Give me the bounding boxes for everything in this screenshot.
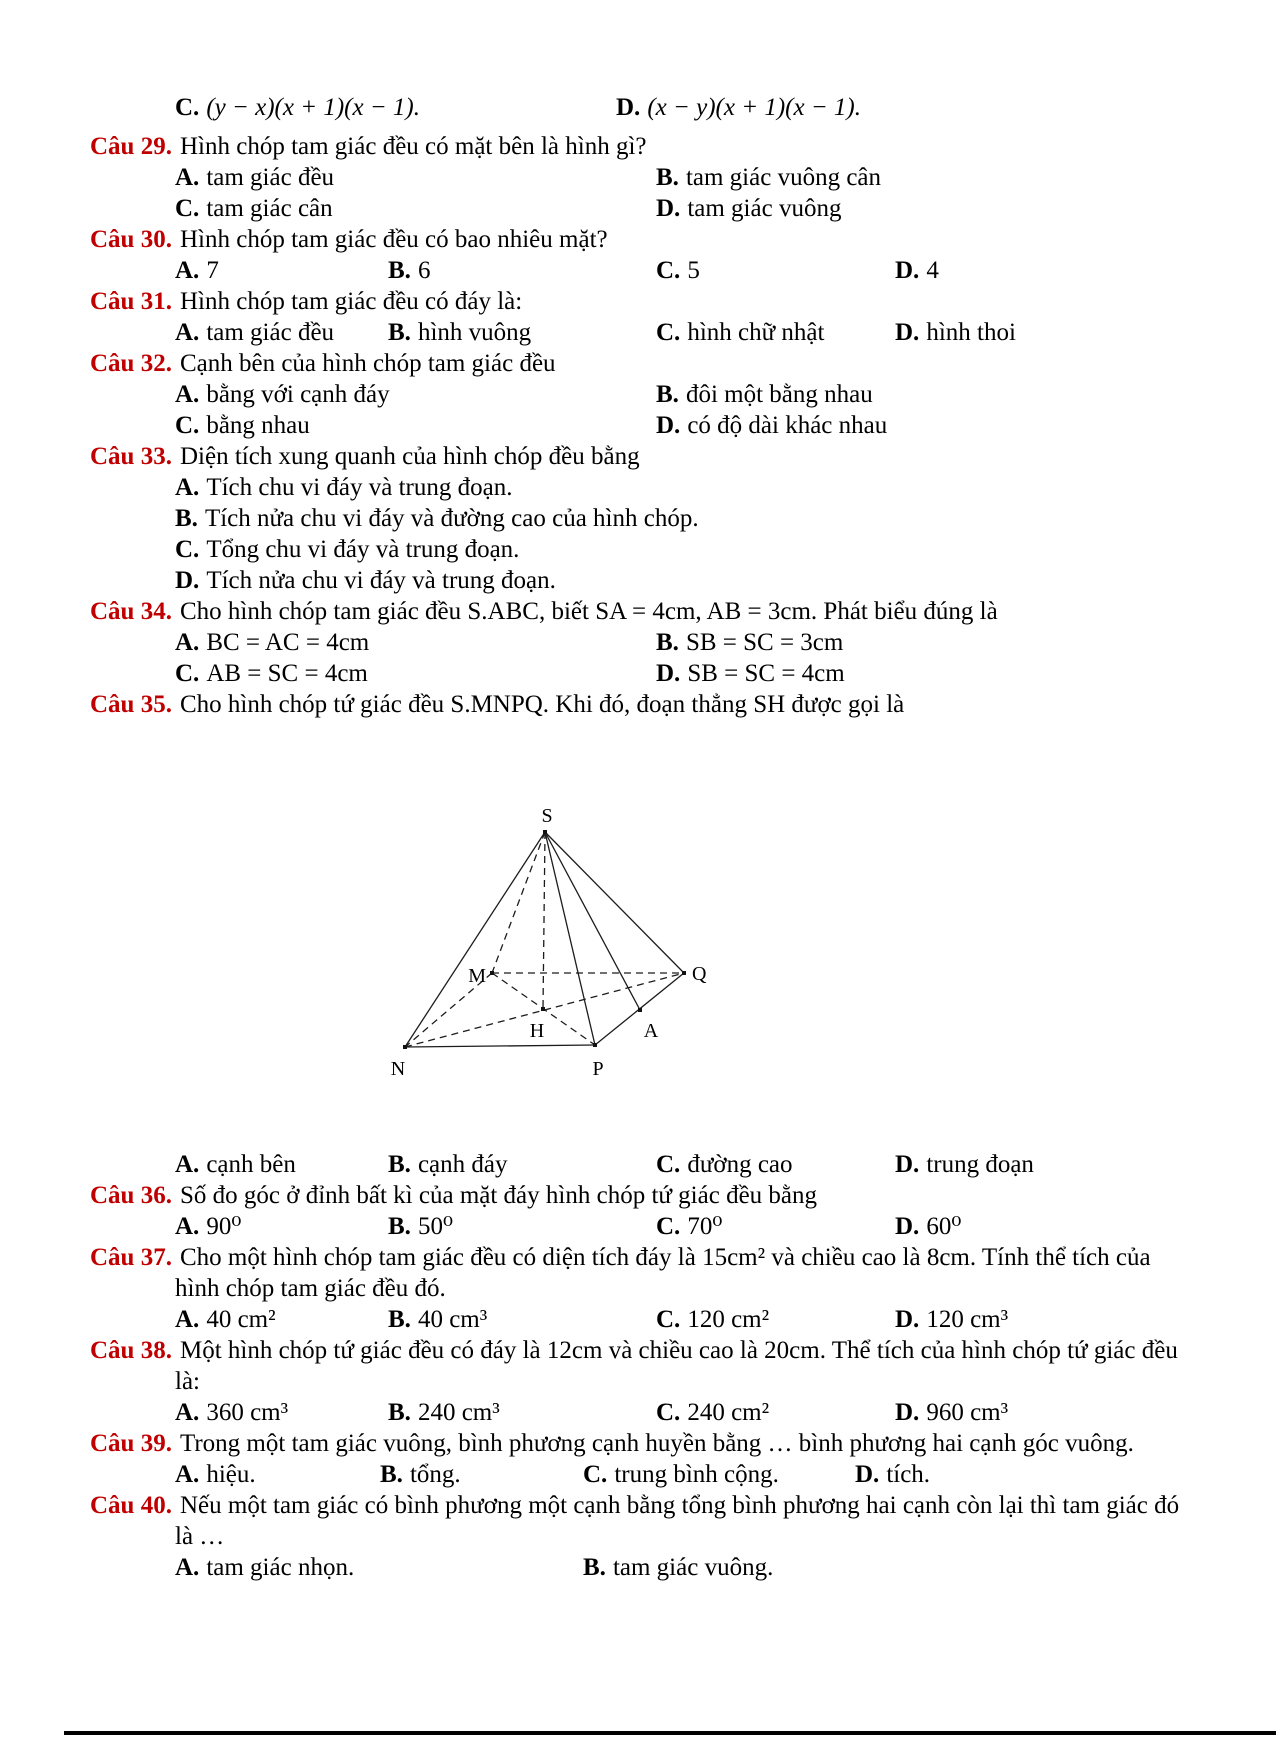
question-label: Câu 33. — [90, 443, 172, 470]
question-text: Nếu một tam giác có bình phương một cạnh bằng tổng bình phương hai cạnh còn lại thì tam giác đó là … — [175, 1492, 1180, 1550]
option — [895, 1149, 1034, 1180]
option — [656, 162, 881, 193]
options-row — [175, 379, 1190, 410]
option-letter: B. — [388, 257, 411, 284]
option — [175, 162, 656, 193]
option — [855, 1459, 930, 1490]
question-label: Câu 34. — [90, 598, 172, 625]
question-label: Câu 31. — [90, 288, 172, 315]
option-text: đôi một bằng nhau — [685, 381, 873, 408]
option-letter: A. — [175, 1399, 200, 1426]
option — [175, 534, 1190, 565]
options-row — [175, 1459, 1190, 1490]
option — [175, 472, 1190, 503]
option-text: Tích nửa chu vi đáy và đường cao của hình chóp. — [204, 505, 699, 532]
option-text: tam giác vuông. — [612, 1554, 774, 1581]
options-row — [175, 317, 1190, 348]
question-text: Trong một tam giác vuông, bình phương cạnh huyền bằng … bình phương hai cạnh góc vuông. — [179, 1430, 1134, 1457]
option-letter: D. — [656, 660, 681, 687]
option-letter: C. — [656, 1151, 681, 1178]
option-text: cạnh đáy — [417, 1151, 508, 1178]
option — [175, 565, 1190, 596]
option — [175, 1552, 583, 1583]
option — [656, 1149, 895, 1180]
options-row — [175, 255, 1190, 286]
option-letter: B. — [388, 1399, 411, 1426]
option-text: Tích nửa chu vi đáy và trung đoạn. — [206, 567, 556, 594]
edge-NP — [405, 1045, 595, 1047]
option-text: SB = SC = 4cm — [687, 660, 845, 687]
option-letter: D. — [895, 1306, 920, 1333]
option-text: tam giác vuông cân — [685, 164, 882, 191]
question-text: Cho một hình chóp tam giác đều có diện tích đáy là 15cm² và chiều cao là 8cm. Tính thể tích của hình chóp tam giác đều đó. — [175, 1244, 1151, 1302]
question-block — [90, 1335, 1190, 1428]
option — [175, 317, 388, 348]
option-text: tam giác nhọn. — [206, 1554, 355, 1581]
option-text: hình vuông — [417, 319, 532, 346]
vertex-label-H: H — [529, 1020, 545, 1042]
question-label: Câu 37. — [90, 1244, 172, 1271]
vertex-label-P: P — [592, 1058, 604, 1080]
question-block — [90, 348, 1190, 441]
option-text: bằng với cạnh đáy — [206, 381, 390, 408]
option-text: trung đoạn — [926, 1151, 1034, 1178]
option — [895, 1211, 961, 1242]
vertex-dot-P — [593, 1043, 597, 1047]
option — [895, 317, 1016, 348]
option-text: hiệu. — [206, 1461, 256, 1488]
option — [175, 92, 616, 123]
option — [175, 193, 656, 224]
option — [388, 255, 656, 286]
option-text: tam giác cân — [206, 195, 333, 222]
option-letter: D. — [656, 412, 681, 439]
options-row — [175, 627, 1190, 658]
options-row — [175, 1552, 1190, 1583]
option — [656, 1304, 895, 1335]
option-text: 5 — [687, 257, 700, 284]
option-letter: D. — [656, 195, 681, 222]
option — [656, 658, 845, 689]
option — [175, 503, 1190, 534]
option — [175, 379, 656, 410]
vertex-label-A: A — [643, 1020, 659, 1042]
option-text: 40 cm² — [206, 1306, 276, 1333]
option — [175, 1211, 388, 1242]
option-text: 7 — [206, 257, 219, 284]
question-text: Cho hình chóp tam giác đều S.ABC, biết SA = 4cm, AB = 3cm. Phát biểu đúng là — [179, 598, 998, 625]
option-text: tam giác đều — [206, 319, 335, 346]
edge-SP — [545, 832, 595, 1045]
option-letter: A. — [175, 257, 200, 284]
option — [656, 255, 895, 286]
option — [388, 1397, 656, 1428]
question-text: Số đo góc ở đỉnh bất kì của mặt đáy hình chóp tứ giác đều bằng — [179, 1182, 818, 1209]
option-letter: B. — [583, 1554, 606, 1581]
option — [175, 1304, 388, 1335]
options-row — [175, 162, 1190, 193]
option-text: 360 cm³ — [206, 1399, 289, 1426]
options-row — [175, 1211, 1190, 1242]
pyramid-figure — [175, 744, 1190, 1149]
question-block — [90, 1242, 1190, 1335]
option — [175, 658, 656, 689]
option-text: tích. — [886, 1461, 931, 1488]
options-row — [175, 410, 1190, 441]
option-text: AB = SC = 4cm — [206, 660, 368, 687]
option-letter: D. — [895, 319, 920, 346]
option — [656, 1397, 895, 1428]
question-text: Hình chóp tam giác đều có bao nhiêu mặt? — [179, 226, 608, 253]
option — [656, 193, 841, 224]
options-row — [175, 658, 1190, 689]
edge-SM — [492, 832, 545, 973]
option — [175, 627, 656, 658]
question-block — [90, 689, 1190, 1180]
question-label: Câu 39. — [90, 1430, 172, 1457]
vertex-dot-A — [638, 1008, 642, 1012]
question-block — [90, 224, 1190, 286]
option-text: hình chữ nhật — [687, 319, 825, 346]
vertex-label-N: N — [390, 1058, 406, 1080]
question-text: Cạnh bên của hình chóp tam giác đều — [179, 350, 556, 377]
option-text: Tổng chu vi đáy và trung đoạn. — [206, 536, 520, 563]
option — [895, 1397, 1008, 1428]
question-label: Câu 30. — [90, 226, 172, 253]
option-text: 960 cm³ — [926, 1399, 1009, 1426]
question-block — [90, 441, 1190, 596]
option-text: tam giác vuông — [687, 195, 842, 222]
question-label: Câu 40. — [90, 1492, 172, 1519]
option-text: 50⁰ — [417, 1213, 453, 1240]
option-text: (x − y)(x + 1)(x − 1). — [647, 94, 862, 121]
option — [895, 1304, 1008, 1335]
option-letter: B. — [388, 1306, 411, 1333]
option-text: đường cao — [687, 1151, 793, 1178]
options-row — [175, 92, 1190, 123]
options-row — [175, 1397, 1190, 1428]
option-letter: A. — [175, 1554, 200, 1581]
option-letter: A. — [175, 1461, 200, 1488]
question-label: Câu 32. — [90, 350, 172, 377]
question-text: Một hình chóp tứ giác đều có đáy là 12cm và chiều cao là 20cm. Thể tích của hình chóp tứ giác đều là: — [175, 1337, 1178, 1395]
options-row — [175, 1149, 1190, 1180]
question-block — [90, 1180, 1190, 1242]
option-letter: B. — [656, 381, 679, 408]
option — [388, 1149, 656, 1180]
option-letter: B. — [380, 1461, 403, 1488]
vertex-label-M: M — [468, 965, 486, 987]
option-letter: B. — [388, 1151, 411, 1178]
option-text: BC = AC = 4cm — [206, 629, 370, 656]
options-row — [175, 1304, 1190, 1335]
option-letter: C. — [656, 1306, 681, 1333]
option-letter: C. — [175, 536, 200, 563]
option-letter: A. — [175, 629, 200, 656]
option — [175, 1149, 388, 1180]
option-letter: D. — [175, 567, 200, 594]
question-label: Câu 29. — [90, 133, 172, 160]
option-text: tam giác đều — [206, 164, 335, 191]
option-text: Tích chu vi đáy và trung đoạn. — [206, 474, 513, 501]
option — [175, 1397, 388, 1428]
question-text: Cho hình chóp tứ giác đều S.MNPQ. Khi đó, đoạn thẳng SH được gọi là — [179, 691, 905, 718]
option — [656, 379, 873, 410]
question-block — [90, 1490, 1190, 1583]
option-letter: C. — [175, 195, 200, 222]
option-letter: C. — [656, 1399, 681, 1426]
option-text: hình thoi — [926, 319, 1016, 346]
option — [895, 255, 939, 286]
option-letter: C. — [656, 257, 681, 284]
question-block — [90, 92, 1190, 123]
edge-SQ — [545, 832, 684, 973]
pyramid-diagram — [310, 744, 710, 1084]
option — [656, 317, 895, 348]
option-letter: C. — [656, 1213, 681, 1240]
option-text: 120 cm³ — [926, 1306, 1009, 1333]
option-letter: A. — [175, 1213, 200, 1240]
question-label: Câu 36. — [90, 1182, 172, 1209]
question-text: Hình chóp tam giác đều có mặt bên là hình gì? — [179, 133, 647, 160]
option-letter: A. — [175, 1306, 200, 1333]
vertex-dot-H — [541, 1007, 545, 1011]
vertex-dot-N — [403, 1045, 407, 1049]
option-letter: C. — [583, 1461, 608, 1488]
option-text: 240 cm³ — [417, 1399, 500, 1426]
question-text: Diện tích xung quanh của hình chóp đều bằng — [179, 443, 640, 470]
option — [656, 410, 887, 441]
option — [388, 1211, 656, 1242]
option-text: 60⁰ — [926, 1213, 962, 1240]
question-label: Câu 38. — [90, 1337, 172, 1364]
vertex-dot-S — [543, 830, 547, 834]
question-block — [90, 596, 1190, 689]
option-letter: B. — [656, 164, 679, 191]
option — [175, 1459, 380, 1490]
option-text: (y − x)(x + 1)(x − 1). — [206, 94, 421, 121]
question-block — [90, 286, 1190, 348]
option — [583, 1459, 855, 1490]
vertex-dot-Q — [682, 971, 686, 975]
option-letter: B. — [175, 505, 198, 532]
option-letter: C. — [656, 319, 681, 346]
option-letter: A. — [175, 381, 200, 408]
option-letter: D. — [895, 1151, 920, 1178]
option — [656, 627, 843, 658]
option-letter: A. — [175, 474, 200, 501]
question-block — [90, 1428, 1190, 1490]
option — [656, 1211, 895, 1242]
option-text: 70⁰ — [687, 1213, 723, 1240]
option — [175, 255, 388, 286]
option-letter: D. — [895, 1399, 920, 1426]
edge-SN — [405, 832, 545, 1047]
option-text: 4 — [926, 257, 939, 284]
vertex-dot-M — [490, 971, 494, 975]
option-text: SB = SC = 3cm — [685, 629, 844, 656]
option — [388, 1304, 656, 1335]
option-text: cạnh bên — [206, 1151, 296, 1178]
page-bottom-rule — [64, 1731, 1276, 1735]
question-label: Câu 35. — [90, 691, 172, 718]
option-letter: D. — [616, 94, 641, 121]
question-block — [90, 131, 1190, 224]
option — [175, 410, 656, 441]
option-letter: C. — [175, 94, 200, 121]
options-list — [175, 472, 1190, 596]
option-letter: D. — [895, 257, 920, 284]
option-text: 40 cm³ — [417, 1306, 488, 1333]
vertex-label-S: S — [541, 805, 553, 827]
option-letter: D. — [895, 1213, 920, 1240]
option-text: tổng. — [409, 1461, 461, 1488]
option-letter: C. — [175, 660, 200, 687]
option — [388, 317, 656, 348]
option-letter: B. — [388, 319, 411, 346]
option-text: 6 — [417, 257, 431, 284]
edge-SH-height — [543, 832, 545, 1009]
option-text: 240 cm² — [687, 1399, 770, 1426]
option-letter: A. — [175, 1151, 200, 1178]
option — [380, 1459, 583, 1490]
option-text: 90⁰ — [206, 1213, 242, 1240]
option-letter: C. — [175, 412, 200, 439]
option — [616, 92, 861, 123]
option — [583, 1552, 773, 1583]
option-text: 120 cm² — [687, 1306, 770, 1333]
option-text: có độ dài khác nhau — [687, 412, 888, 439]
option-letter: B. — [656, 629, 679, 656]
option-letter: A. — [175, 164, 200, 191]
option-text: bằng nhau — [206, 412, 310, 439]
question-text: Hình chóp tam giác đều có đáy là: — [179, 288, 523, 315]
option-letter: D. — [855, 1461, 880, 1488]
option-text: trung bình cộng. — [614, 1461, 779, 1488]
options-row — [175, 193, 1190, 224]
option-letter: B. — [388, 1213, 411, 1240]
option-letter: A. — [175, 319, 200, 346]
vertex-label-Q: Q — [692, 963, 707, 985]
edge-SA-apothem — [545, 832, 640, 1010]
